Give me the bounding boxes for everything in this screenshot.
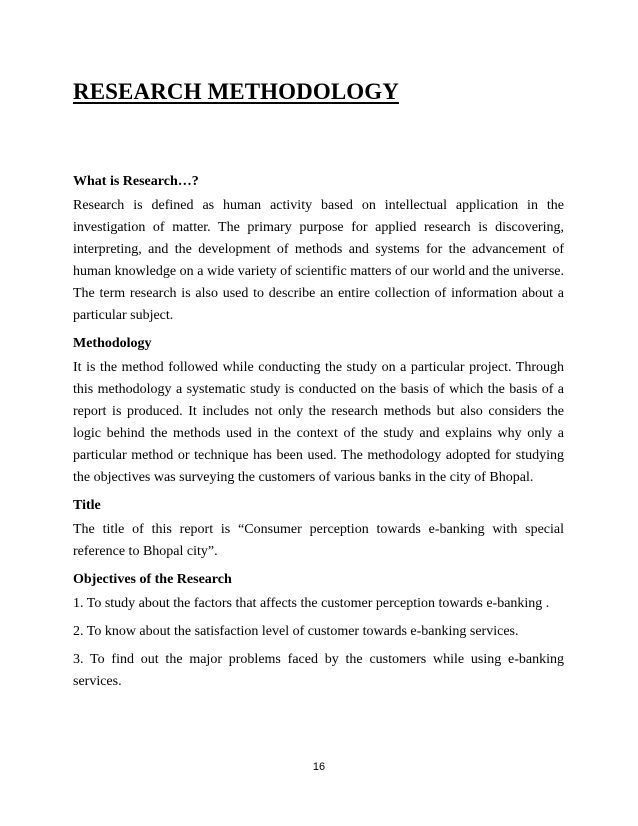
section-heading-title: Title xyxy=(73,498,101,513)
paragraph-methodology: It is the method followed while conducting the study on a particular project. Through this methodology a systematic study is conducted on the basis of which the basis of a report is produced. It includes not only the research methods but also considers the logic behind the methods used in the context of the study and explains why only a particular method or technique has been used. The methodology adopted for studying the objectives was surveying the customers of various banks in the city of Bhopal. xyxy=(73,360,564,485)
objective-item-3: 3. To find out the major problems faced by the customers while using e-banking services. xyxy=(73,652,564,689)
section-heading-what-is-research: What is Research…? xyxy=(73,174,199,189)
objective-item-2: 2. To know about the satisfaction level of customer towards e-banking services. xyxy=(73,624,519,639)
document-body xyxy=(73,171,564,699)
paragraph-title: The title of this report is “Consumer perception towards e-banking with special reference to Bhopal city”. xyxy=(73,522,564,559)
page-title: RESEARCH METHODOLOGY xyxy=(73,79,399,104)
section-heading-objectives: Objectives of the Research xyxy=(73,572,232,587)
section-heading-methodology: Methodology xyxy=(73,336,152,351)
paragraph-what-is-research: Research is defined as human activity based on intellectual application in the investigation of matter. The primary purpose for applied research is discovering, interpreting, and the development of methods and systems for the advancement of human knowledge on a wide variety of scientific matters of our world and the universe. The term research is also used to describe an entire collection of information about a particular subject. xyxy=(73,198,564,323)
page-number: 16 xyxy=(312,761,326,773)
objective-item-1: 1. To study about the factors that affects the customer perception towards e-banking . xyxy=(73,596,550,611)
